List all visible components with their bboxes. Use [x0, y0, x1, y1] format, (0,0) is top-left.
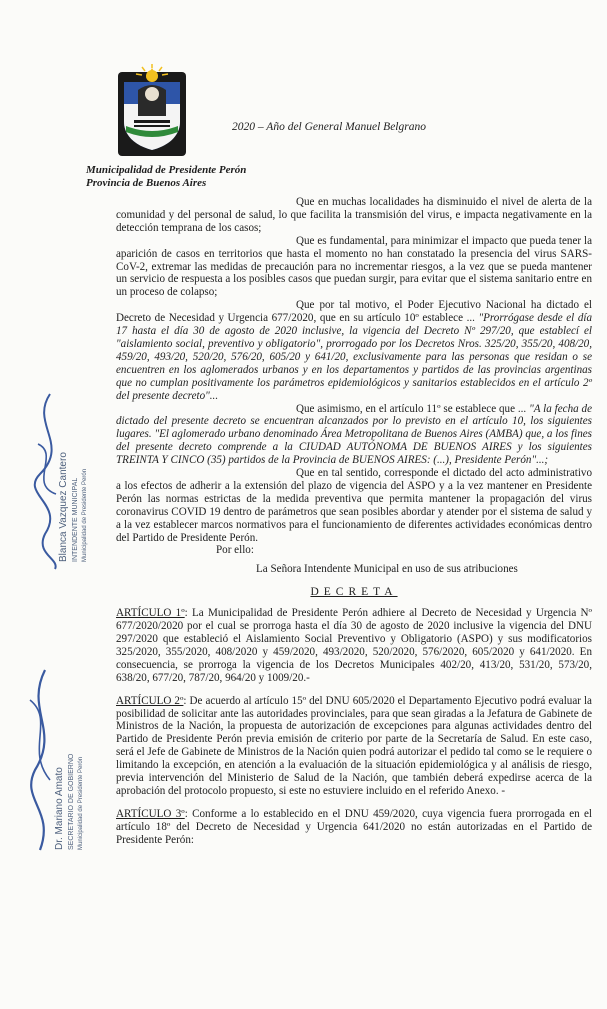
- stamp-org-1: Municipalidad de Presidente Perón: [82, 468, 88, 562]
- coat-of-arms-icon: [112, 64, 192, 160]
- article-1: [116, 607, 592, 684]
- article-2-text: : De acuerdo al artículo 15º del DNU 605/2020 el Departamento Ejecutivo podrá evaluar la posibilidad de solicitar ante las autoridades provinciales, para que sean giradas a la Jefatura de Gabinete de Ministros de la Nación, la propuesta de autorización de excepciones para algunas actividades dentro del Partido de Presidente Perón previa emisión de criterio por parte de la Secretaría de Salud. En este caso, será el Jefe de Gabinete de Ministros de la Nación quien podrá autorizar el pedido tal como se le requiere o limitando la excepción, en atención a la evaluación de la situación epidemiológica y al análisis de riesgo, previa intervención del Ministerio de Salud de la Nación, que también deberá expedirse acerca de la aprobación del protocolo propuesto, si este no estuviere incluido en el referido Anexo. -: [116, 694, 592, 797]
- por-ello: Por ello:: [216, 544, 254, 557]
- considerando-2: Que es fundamental, para minimizar el impacto que pueda tener la aparición de casos en territorios que hasta el momento no han constatado la presencia del virus SARS-CoV-2, extremar las medidas de precaución para no incrementar riesgos, a la vez que se pueda mantener un servicio de respuesta a los posibles casos que puedan surgir, para evitar que el sistema sanitario entre en un proceso de colapso;: [116, 234, 592, 299]
- province-name: Provincia de Buenos Aires: [86, 177, 207, 189]
- article-1-label: ARTÍCULO 1º: [116, 607, 185, 620]
- stamp-role-2: SECRETARIO DE GOBIERNO: [68, 753, 75, 850]
- municipality-block: [86, 164, 246, 190]
- year-motto: 2020 – Año del General Manuel Belgrano: [232, 121, 426, 133]
- signature-secretario: [20, 660, 100, 860]
- article-2: [116, 695, 592, 798]
- signature-intendente: [20, 384, 100, 574]
- article-3: [116, 808, 592, 847]
- considerando-4-quote: "A la fecha de dictado del presente decreto se encuentran alcanzados por lo previsto en el artículo 10, los siguientes lugares. "El aglomerado urbano denominado Área Metropolitana de Buenos Aires (AMBA) que, a los fines del presente decreto comprende a la CIUDAD AUTÓNOMA DE BUENOS AIRES y los siguientes TREINTA Y CINCO (35) partidos de la Provincia de BUENOS AIRES: (...), Presidente Perón"...;: [116, 402, 592, 467]
- article-3-label: ARTÍCULO 3º: [116, 807, 185, 820]
- article-3-text: : Conforme a lo establecido en el DNU 459/2020, cuya vigencia fuera prorrogada en el artículo 18º del Decreto de Necesidad y Urgencia 641/2020 no están autorizadas en el Partido de Presidente Perón:: [116, 807, 592, 846]
- document-body: [116, 196, 592, 847]
- signature-scribble-icon: [20, 384, 80, 574]
- considerando-4-lead: Que asimismo, en el artículo 11º se establece que ...: [296, 402, 530, 415]
- municipality-name: Municipalidad de Presidente Perón: [86, 164, 247, 176]
- considerando-3: [116, 299, 592, 402]
- considerando-3-lead: Que por tal motivo, el Poder Ejecutivo Nacional ha dictado el Decreto de Necesidad y Urgencia 677/2020, que en su artículo 10º establece ...: [116, 299, 592, 325]
- decreta-heading: DECRETA: [310, 586, 398, 599]
- stamp-name-1: Blanca Vazquez Cantero: [58, 452, 69, 562]
- stamp-org-2: Municipalidad de Presidente Perón: [78, 756, 84, 850]
- considerando-4: [116, 403, 592, 468]
- stamp-name-2: Dr. Mariano Amato: [54, 767, 65, 850]
- considerando-3-quote: "Prorrógase desde el día 17 hasta el día 30 de agosto de 2020 inclusive, la vigencia del Decreto Nº 297/20, que establecí el "aislamiento social, preventivo y obligatorio", prorrogado por los Decretos Nros. 325/20, 355/20, 408/20, 459/20, 493/20, 520/20, 576/20, 605/20 y 641/20, exclusivamente para las personas que residan o se encuentren en los aglomerados urbanos y en los departamentos y partidos de las provincias argentinas que no cumplan positivamente los parámetros epidemiológicos y sanitarios establecidos en el artículo 2º del presente decreto"...: [116, 312, 592, 402]
- considerando-5: Que en tal sentido, corresponde el dictado del acto administrativo a los efectos de adherir a la extensión del plazo de vigencia del ASPO y a la vez mantener en Presidente Perón las normas estrictas de la medida preventiva que permita mantener la propagación del virus coronavirus COVID 19 dentro de parámetros que sean posibles abordar y atender por el sistema de salud y a la vez establecer marcos normativos para el funcionamiento de diferentes actividades económicas dentro del Partido de Presidente Perón.: [116, 467, 592, 544]
- intendente-line: La Señora Intendente Municipal en uso de sus atribuciones: [256, 563, 518, 576]
- municipal-logo: [112, 64, 192, 160]
- article-2-label: ARTÍCULO 2º: [116, 694, 184, 707]
- article-1-text: : La Municipalidad de Presidente Perón adhiere al Decreto de Necesidad y Urgencia Nº 677/2020/2020 por el cual se prorroga hasta el día 30 de agosto de 2020 inclusive la vigencia del DNU 297/2020 que estableció el Aislamiento Social Preventivo y Obligatorio (ASPO) y sus modificatorios 325/2020, 355/2020, 408/2020 y 459/2020, 493/2020, 520/2020, 576/2020, 605/2020 y 641/2020. En consecuencia, se prorroga la vigencia de los Decretos Municipales 402/20, 413/20, 531/20, 573/20, 638/20, 677/20, 787/20, 964/20 y 1009/20.-: [116, 607, 592, 684]
- stamp-role-1: INTENDENTE MUNICIPAL: [72, 477, 79, 562]
- considerando-1: Que en muchas localidades ha disminuido el nivel de alerta de la comunidad y del personal de salud, lo que facilita la transmisión del virus, e impacta negativamente en la detección temprana de los casos;: [116, 196, 592, 234]
